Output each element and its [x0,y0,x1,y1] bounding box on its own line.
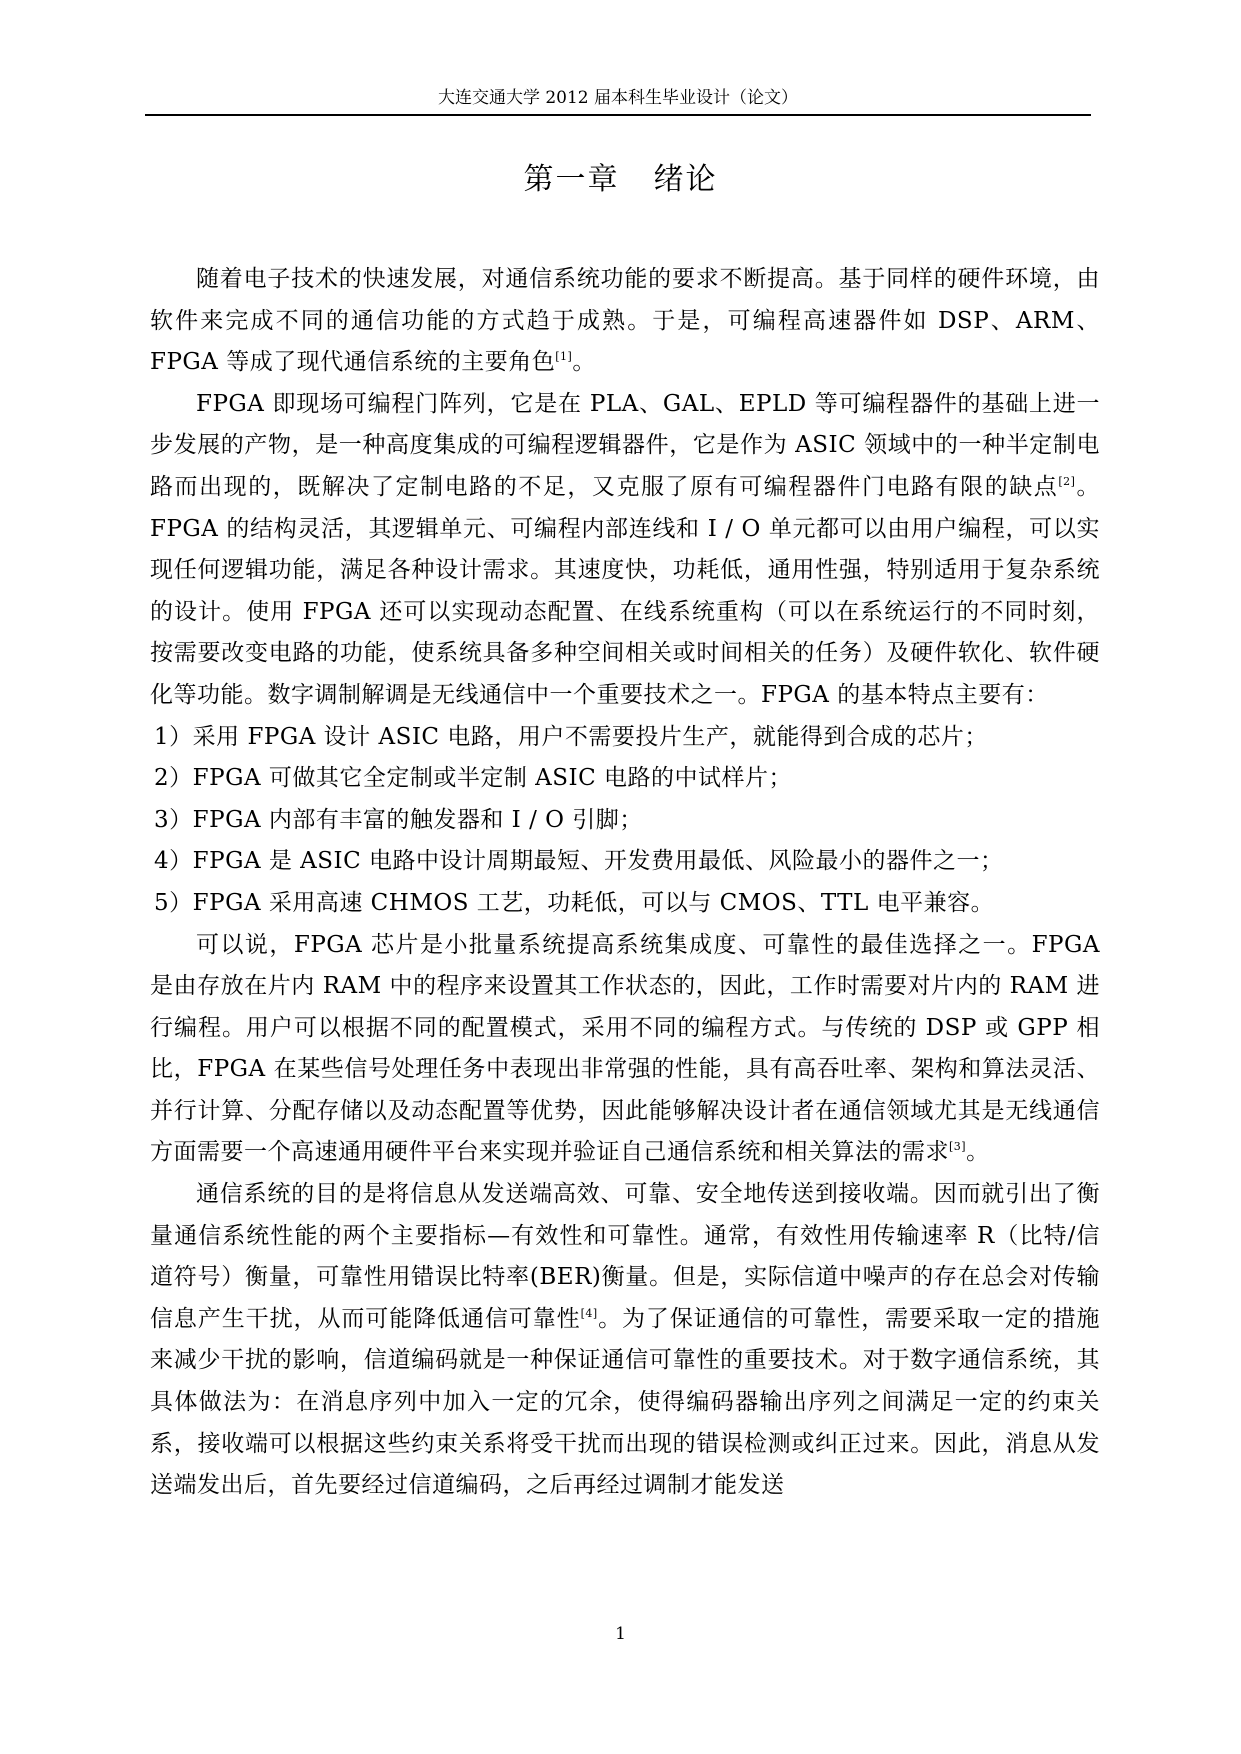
paragraph: 随着电子技术的快速发展，对通信系统功能的要求不断提高。基于同样的硬件环境，由软件来完成不同的通信功能的方式趋于成熟。于是，可编程高速器件如 DSP、ARM、FPGA 等成了现代通信系统的主要角色[1]。 [150,266,1100,376]
citation: [3] [949,1140,967,1154]
list-item: 2）FPGA 可做其它全定制或半定制 ASIC 电路的中试样片； [154,765,793,792]
chapter-number: 第一章 [523,162,620,197]
chapter-title [0,160,1241,200]
paragraph: 可以说，FPGA 芯片是小批量系统提高系统集成度、可靠性的最佳选择之一。FPGA 是由存放在片内 RAM 中的程序来设置其工作状态的，因此，工作时需要对片内的 RAM 进行编程。用户可以根据不同的配置模式，采用不同的编程方式。与传统的 DSP 或 GPP 相比，FPGA 在某些信号处理任务中表现出非常强的性能，具有高吞吐率、架构和算法灵活、并行计算、分配存储以及动态配置等优势，因此能够解决设计者在通信领域尤其是无线通信方面需要一个高速通用硬件平台来实现并验证自己通信系统和相关算法的需求[3]。 [150,931,1100,1166]
list-item: 4）FPGA 是 ASIC 电路中设计周期最短、开发费用最低、风险最小的器件之一； [154,848,1004,875]
page-number: 1 [615,1624,626,1644]
list-item: 5）FPGA 采用高速 CHMOS 工艺，功耗低，可以与 CMOS、TTL 电平兼容。 [154,889,995,916]
citation: [1] [555,350,573,364]
paragraph: FPGA 即现场可编程门阵列，它是在 PLA、GAL、EPLD 等可编程器件的基础上进一步发展的产物，是一种高度集成的可编程逻辑器件，它是作为 ASIC 领域中的一种半定制电路而出现的，既解决了定制电路的不足，又克服了原有可编程器件门电路有限的缺点[2]。FPGA 的结构灵活，其逻辑单元、可编程内部连线和 I / O 单元都可以由用户编程，可以实现任何逻辑功能，满足各种设计需求。其速度快，功耗低，通用性强，特别适用于复杂系统的设计。使用 FPGA 还可以实现动态配置、在线系统重构（可以在系统运行的不同时刻，按需要改变电路的功能，使系统具备多种空间相关或时间相关的任务）及硬件软化、软件硬化等功能。数字调制解调是无线通信中一个重要技术之一。FPGA 的基本特点主要有： [150,390,1101,708]
list-item: 1）采用 FPGA 设计 ASIC 电路，用户不需要投片生产，就能得到合成的芯片； [154,723,988,750]
paragraph: 通信系统的目的是将信息从发送端高效、可靠、安全地传送到接收端。因而就引出了衡量通信系统性能的两个主要指标—有效性和可靠性。通常，有效性用传输速率 R（比特/信道符号）衡量，可靠性用错误比特率(BER)衡量。但是，实际信道中噪声的存在总会对传输信息产生干扰，从而可能降低通信可靠性[4]。为了保证通信的可靠性，需要采取一定的措施来减少干扰的影响，信道编码就是一种保证通信可靠性的重要技术。对于数字通信系统，其具体做法为：在消息序列中加入一定的冗余，使得编码器输出序列之间满足一定的约束关系，接收端可以根据这些约束关系将受干扰而出现的错误检测或纠正过来。因此，消息从发送端发出后，首先要经过信道编码，之后再经过调制才能发送 [150,1181,1101,1499]
header-rule [145,114,1091,116]
citation: [4] [580,1306,598,1320]
body-text [150,259,1100,1507]
citation: [2] [1058,474,1076,488]
list-item: 3）FPGA 内部有丰富的触发器和 I / O 引脚； [154,806,643,833]
page-header: 大连交通大学 2012 届本科生毕业设计（论文） [437,88,799,108]
chapter-name: 绪论 [653,162,718,197]
